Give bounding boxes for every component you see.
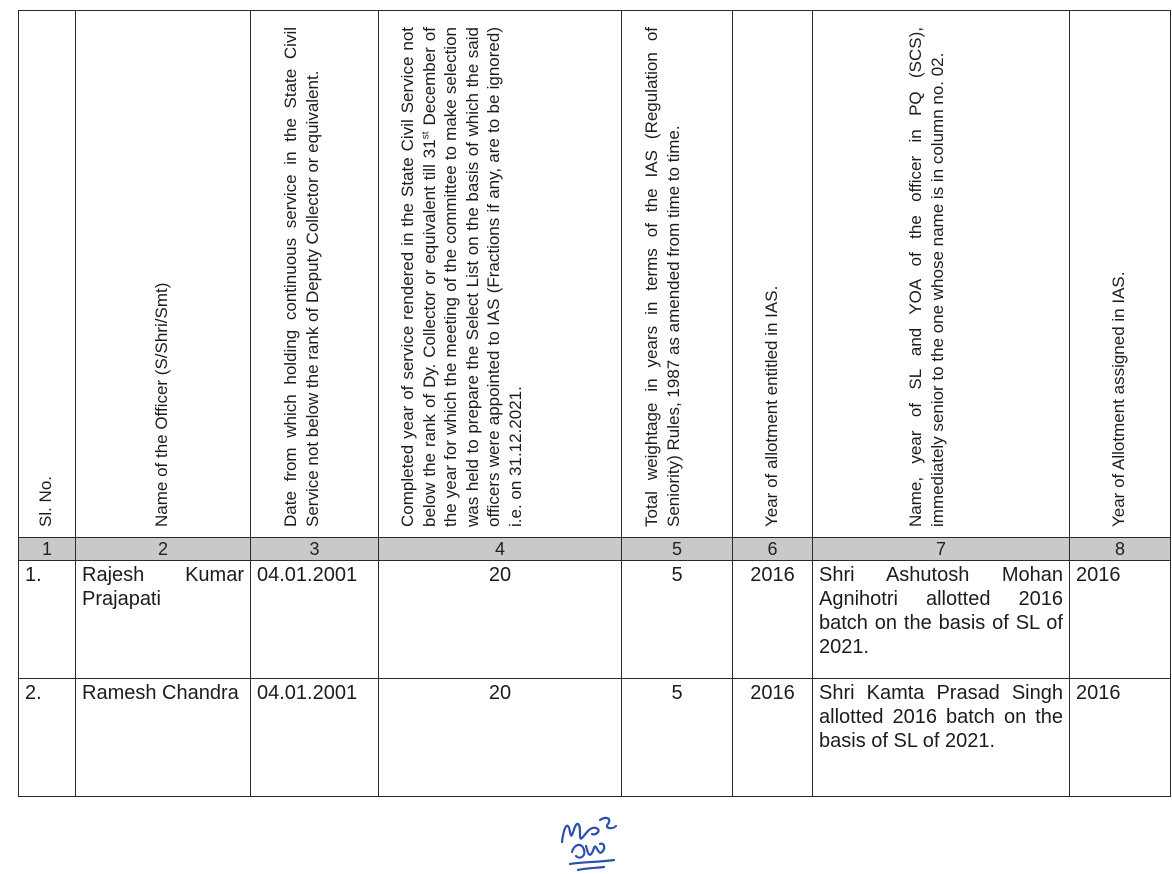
cell-date-from: 04.01.2001 xyxy=(251,561,379,679)
header-cell-2 xyxy=(76,11,251,538)
header-yoa-assigned: Year of Allotment assigned in IAS. xyxy=(1109,271,1128,527)
column-number: 7 xyxy=(813,538,1070,561)
header-cell-1 xyxy=(19,11,76,538)
header-cell-5 xyxy=(622,11,733,538)
table-row xyxy=(19,679,1171,797)
column-number: 3 xyxy=(251,538,379,561)
column-number: 1 xyxy=(19,538,76,561)
cell-completed-years: 20 xyxy=(379,679,622,797)
column-number: 8 xyxy=(1070,538,1171,561)
header-senior-officer: Name, year of SL and YOA of the officer in PQ (SCS), immediately senior to the one whose name is in column no. 02. xyxy=(906,27,947,527)
header-total-weightage: Total weightage in years in terms of the IAS (Regulation of Seniority) Rules, 1987 as amended from time to time. xyxy=(642,27,683,527)
header-cell-6 xyxy=(733,11,813,538)
cell-officer-name: Ramesh Chandra xyxy=(76,679,251,797)
column-number: 4 xyxy=(379,538,622,561)
column-number: 6 xyxy=(733,538,813,561)
cell-date-from: 04.01.2001 xyxy=(251,679,379,797)
cell-completed-years: 20 xyxy=(379,561,622,679)
cell-sl-no: 2. xyxy=(19,679,76,797)
cell-yoa-entitled: 2016 xyxy=(733,561,813,679)
header-cell-8 xyxy=(1070,11,1171,538)
signature xyxy=(556,812,622,874)
header-completed-years: Completed year of service rendered in the State Civil Service not below the rank of Dy. Collector or equivalent till 31st December of the year for which the meeting of the committee to make selection was held to prepare the Select List on the basis of which the said officers were appointed to IAS (Fractions if any, are to be ignored) i.e. on 31.12.2021. xyxy=(398,27,525,527)
header-sl-no: Sl. No. xyxy=(36,475,55,527)
cell-senior-officer: Shri Ashutosh Mohan Agnihotri allotted 2016 batch on the basis of SL of 2021. xyxy=(813,561,1070,679)
table-row xyxy=(19,561,1171,679)
cell-officer-name: Rajesh Kumar Prajapati xyxy=(76,561,251,679)
cell-yoa-assigned: 2016 xyxy=(1070,561,1171,679)
column-number: 2 xyxy=(76,538,251,561)
header-cell-3 xyxy=(251,11,379,538)
cell-weightage: 5 xyxy=(622,679,733,797)
header-officer-name: Name of the Officer (S/Shri/Smt) xyxy=(152,282,171,527)
cell-sl-no: 1. xyxy=(19,561,76,679)
column-number: 5 xyxy=(622,538,733,561)
cell-weightage: 5 xyxy=(622,561,733,679)
header-cell-7 xyxy=(813,11,1070,538)
header-row xyxy=(19,11,1171,538)
cell-yoa-entitled: 2016 xyxy=(733,679,813,797)
header-yoa-entitled: Year of allotment entitled in IAS. xyxy=(762,285,781,527)
cell-yoa-assigned: 2016 xyxy=(1070,679,1171,797)
seniority-table xyxy=(18,10,1171,797)
header-cell-4 xyxy=(379,11,622,538)
column-number-row xyxy=(19,538,1171,561)
header-date-from: Date from which holding continuous service in the State Civil Service not below the rank of Deputy Collector or equivalent. xyxy=(281,27,322,527)
cell-senior-officer: Shri Kamta Prasad Singh allotted 2016 batch on the basis of SL of 2021. xyxy=(813,679,1070,797)
